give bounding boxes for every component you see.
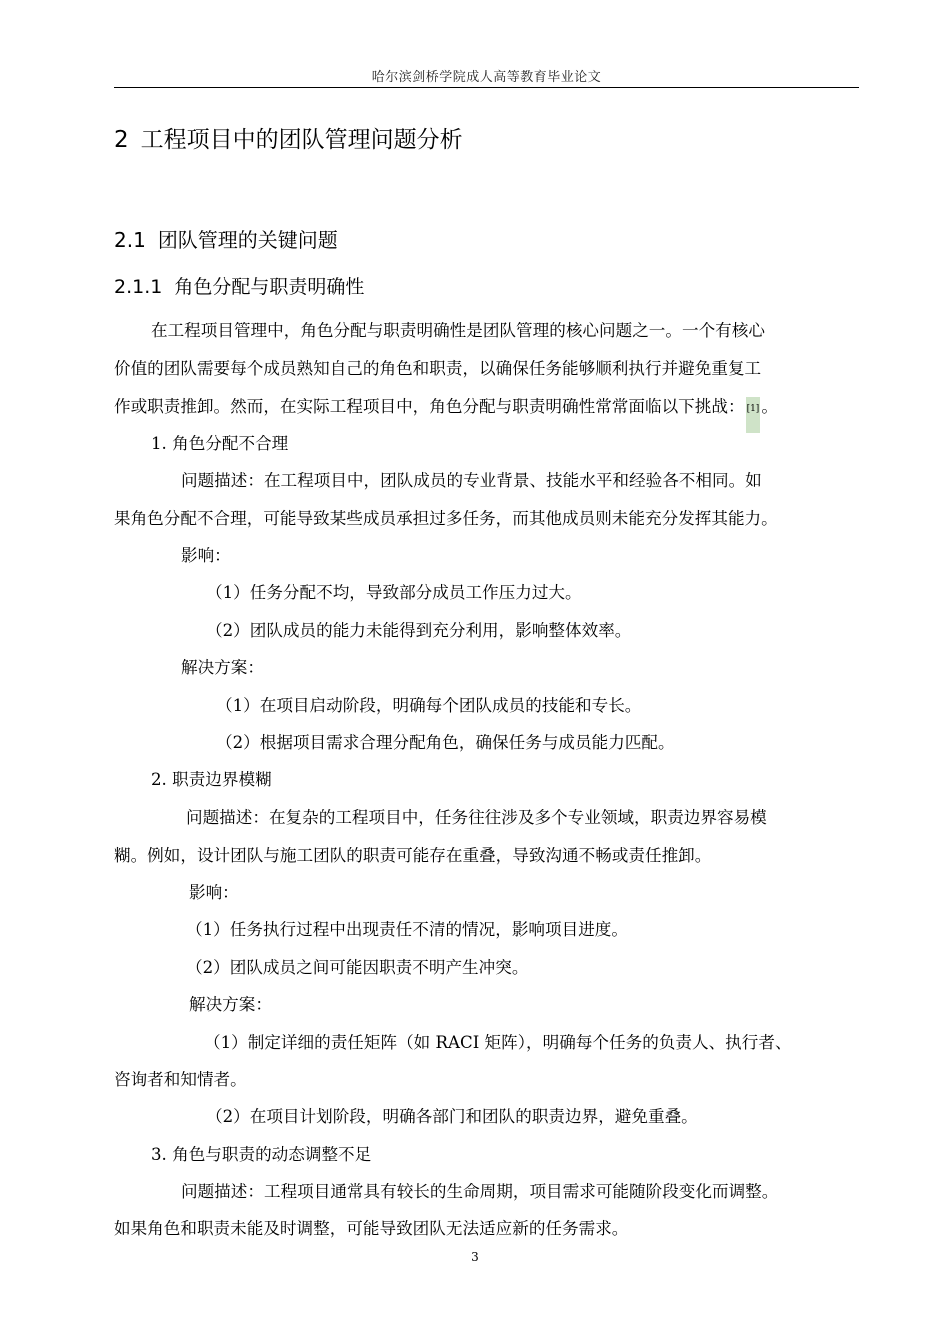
list-line: （2）团队成员的能力未能得到充分利用，影响整体效率。 [206, 621, 632, 640]
paragraph-line [114, 397, 778, 433]
paragraph-line: 价值的团队需要每个成员熟知自己的角色和职责，以确保任务能够顺利执行并避免重复工 [114, 359, 762, 378]
list-item-title: 2. 职责边界模糊 [151, 770, 272, 789]
list-line: （2）团队成员之间可能因职责不明产生冲突。 [186, 958, 529, 977]
impact-label: 影响： [181, 546, 231, 565]
paragraph-line: 问题描述：在复杂的工程项目中，任务往往涉及多个专业领域，职责边界容易模 [186, 808, 767, 827]
list-item-title: 3. 角色与职责的动态调整不足 [151, 1145, 372, 1164]
subsection-title: 角色分配与职责明确性 [174, 276, 365, 298]
list-line: 咨询者和知情者。 [114, 1070, 247, 1089]
paragraph-text: 作或职责推卸。然而，在实际工程项目中，角色分配与职责明确性常常面临以下挑战： [114, 397, 745, 416]
running-header: 哈尔滨剑桥学院成人高等教育毕业论文 [371, 70, 602, 85]
header-rule [114, 87, 859, 88]
solution-label: 解决方案： [189, 995, 272, 1014]
chapter-title: 工程项目中的团队管理问题分析 [140, 127, 463, 153]
impact-label: 影响： [189, 883, 239, 902]
paragraph-line: 问题描述：工程项目通常具有较长的生命周期，项目需求可能随阶段变化而调整。 [181, 1182, 779, 1201]
chapter-number: 2 [114, 127, 129, 153]
subsection-heading [114, 272, 364, 299]
section-number: 2.1 [114, 228, 146, 252]
page-number: 3 [471, 1250, 479, 1264]
solution-label: 解决方案： [181, 658, 264, 677]
paragraph-line: 问题描述：在工程项目中，团队成员的专业背景、技能水平和经验各不相同。如 [181, 471, 762, 490]
citation-reference[interactable]: [1] [746, 397, 761, 433]
list-line: （2）在项目计划阶段，明确各部门和团队的职责边界，避免重叠。 [206, 1107, 698, 1126]
list-item-title: 1. 角色分配不合理 [151, 434, 289, 453]
subsection-number: 2.1.1 [114, 276, 163, 298]
paragraph-line: 糊。例如，设计团队与施工团队的职责可能存在重叠，导致沟通不畅或责任推卸。 [114, 846, 712, 865]
list-line: （2）根据项目需求合理分配角色，确保任务与成员能力匹配。 [216, 733, 675, 752]
paragraph-line: 如果角色和职责未能及时调整，可能导致团队无法适应新的任务需求。 [114, 1219, 629, 1238]
list-line: （1）任务执行过程中出现责任不清的情况，影响项目进度。 [186, 920, 628, 939]
list-line: （1）任务分配不均，导致部分成员工作压力过大。 [206, 583, 582, 602]
paragraph-text: 。 [761, 397, 778, 416]
list-line: （1）制定详细的责任矩阵（如 RACI 矩阵），明确每个任务的负责人、执行者、 [204, 1033, 792, 1052]
paragraph-line: 果角色分配不合理，可能导致某些成员承担过多任务，而其他成员则未能充分发挥其能力。 [114, 509, 778, 528]
section-heading [114, 224, 338, 253]
list-line: （1）在项目启动阶段，明确每个团队成员的技能和专长。 [216, 696, 642, 715]
section-title: 团队管理的关键问题 [157, 228, 338, 252]
chapter-heading [114, 121, 463, 154]
paragraph-line: 在工程项目管理中，角色分配与职责明确性是团队管理的核心问题之一。一个有核心 [151, 321, 765, 340]
